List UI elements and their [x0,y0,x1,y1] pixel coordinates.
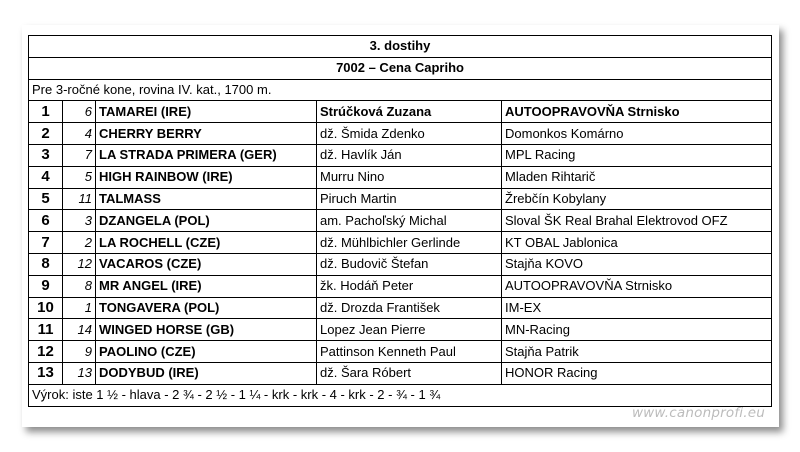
horse-name: TALMASS [96,188,317,210]
start-number: 14 [63,319,96,341]
start-number: 12 [63,253,96,275]
owner-name: MPL Racing [502,144,772,166]
jockey-name: am. Pachoľský Michal [317,210,502,232]
start-number: 3 [63,210,96,232]
start-number: 11 [63,188,96,210]
jockey-name: Pattinson Kenneth Paul [317,341,502,363]
finish-position: 8 [29,253,63,275]
horse-name: DZANGELA (POL) [96,210,317,232]
owner-name: Stajňa KOVO [502,253,772,275]
race-name-row [29,57,772,79]
table-row [29,210,772,232]
owner-name: IM-EX [502,297,772,319]
horse-name: WINGED HORSE (GB) [96,319,317,341]
jockey-name: Piruch Martin [317,188,502,210]
owner-name: HONOR Racing [502,362,772,384]
owner-name: AUTOOPRAVOVŇA Strnisko [502,275,772,297]
start-number: 2 [63,232,96,254]
jockey-name: Strúčková Zuzana [317,101,502,123]
finish-position: 12 [29,341,63,363]
jockey-name: dž. Šmida Zdenko [317,123,502,145]
start-number: 1 [63,297,96,319]
horse-name: MR ANGEL (IRE) [96,275,317,297]
horse-name: CHERRY BERRY [96,123,317,145]
finish-position: 7 [29,232,63,254]
table-row [29,144,772,166]
start-number: 13 [63,362,96,384]
table-row [29,188,772,210]
result-margins: Výrok: iste 1 ½ - hlava - 2 ¾ - 2 ½ - 1 ¼ - krk - krk - 4 - krk - 2 - ¾ - 1 ¾ [29,384,772,406]
jockey-name: dž. Havlík Ján [317,144,502,166]
table-row [29,341,772,363]
horse-name: PAOLINO (CZE) [96,341,317,363]
jockey-name: Murru Nino [317,166,502,188]
jockey-name: dž. Budovič Štefan [317,253,502,275]
finish-position: 9 [29,275,63,297]
table-row [29,253,772,275]
start-number: 9 [63,341,96,363]
race-heading-row [29,36,772,58]
table-row [29,166,772,188]
race-conditions: Pre 3-ročné kone, rovina IV. kat., 1700 m. [29,79,772,101]
finish-position: 2 [29,123,63,145]
table-row [29,275,772,297]
finish-position: 5 [29,188,63,210]
table-row [29,362,772,384]
jockey-name: dž. Mühlbichler Gerlinde [317,232,502,254]
race-conditions-row [29,79,772,101]
owner-name: KT OBAL Jablonica [502,232,772,254]
finish-position: 6 [29,210,63,232]
jockey-name: žk. Hodáň Peter [317,275,502,297]
owner-name: Mladen Rihtarič [502,166,772,188]
owner-name: Sloval ŠK Real Brahal Elektrovod OFZ [502,210,772,232]
jockey-name: dž. Šara Róbert [317,362,502,384]
finish-position: 1 [29,101,63,123]
results-sheet [22,25,779,427]
owner-name: Stajňa Patrik [502,341,772,363]
start-number: 5 [63,166,96,188]
start-number: 7 [63,144,96,166]
horse-name: TAMAREI (IRE) [96,101,317,123]
race-results-table [28,35,772,407]
owner-name: MN-Racing [502,319,772,341]
start-number: 8 [63,275,96,297]
watermark: www.canonprofi.eu [631,405,765,421]
table-row [29,297,772,319]
finish-position: 13 [29,362,63,384]
owner-name: Žrebčín Kobylany [502,188,772,210]
horse-name: HIGH RAINBOW (IRE) [96,166,317,188]
result-margins-row [29,384,772,406]
table-row [29,232,772,254]
finish-position: 10 [29,297,63,319]
race-name: 7002 – Cena Capriho [29,57,772,79]
owner-name: Domonkos Komárno [502,123,772,145]
finish-position: 3 [29,144,63,166]
horse-name: LA ROCHELL (CZE) [96,232,317,254]
jockey-name: dž. Drozda František [317,297,502,319]
race-heading: 3. dostihy [29,36,772,58]
table-row [29,123,772,145]
finish-position: 4 [29,166,63,188]
owner-name: AUTOOPRAVOVŇA Strnisko [502,101,772,123]
horse-name: TONGAVERA (POL) [96,297,317,319]
finish-position: 11 [29,319,63,341]
horse-name: DODYBUD (IRE) [96,362,317,384]
horse-name: LA STRADA PRIMERA (GER) [96,144,317,166]
horse-name: VACAROS (CZE) [96,253,317,275]
start-number: 6 [63,101,96,123]
table-row [29,319,772,341]
table-row [29,101,772,123]
start-number: 4 [63,123,96,145]
jockey-name: Lopez Jean Pierre [317,319,502,341]
